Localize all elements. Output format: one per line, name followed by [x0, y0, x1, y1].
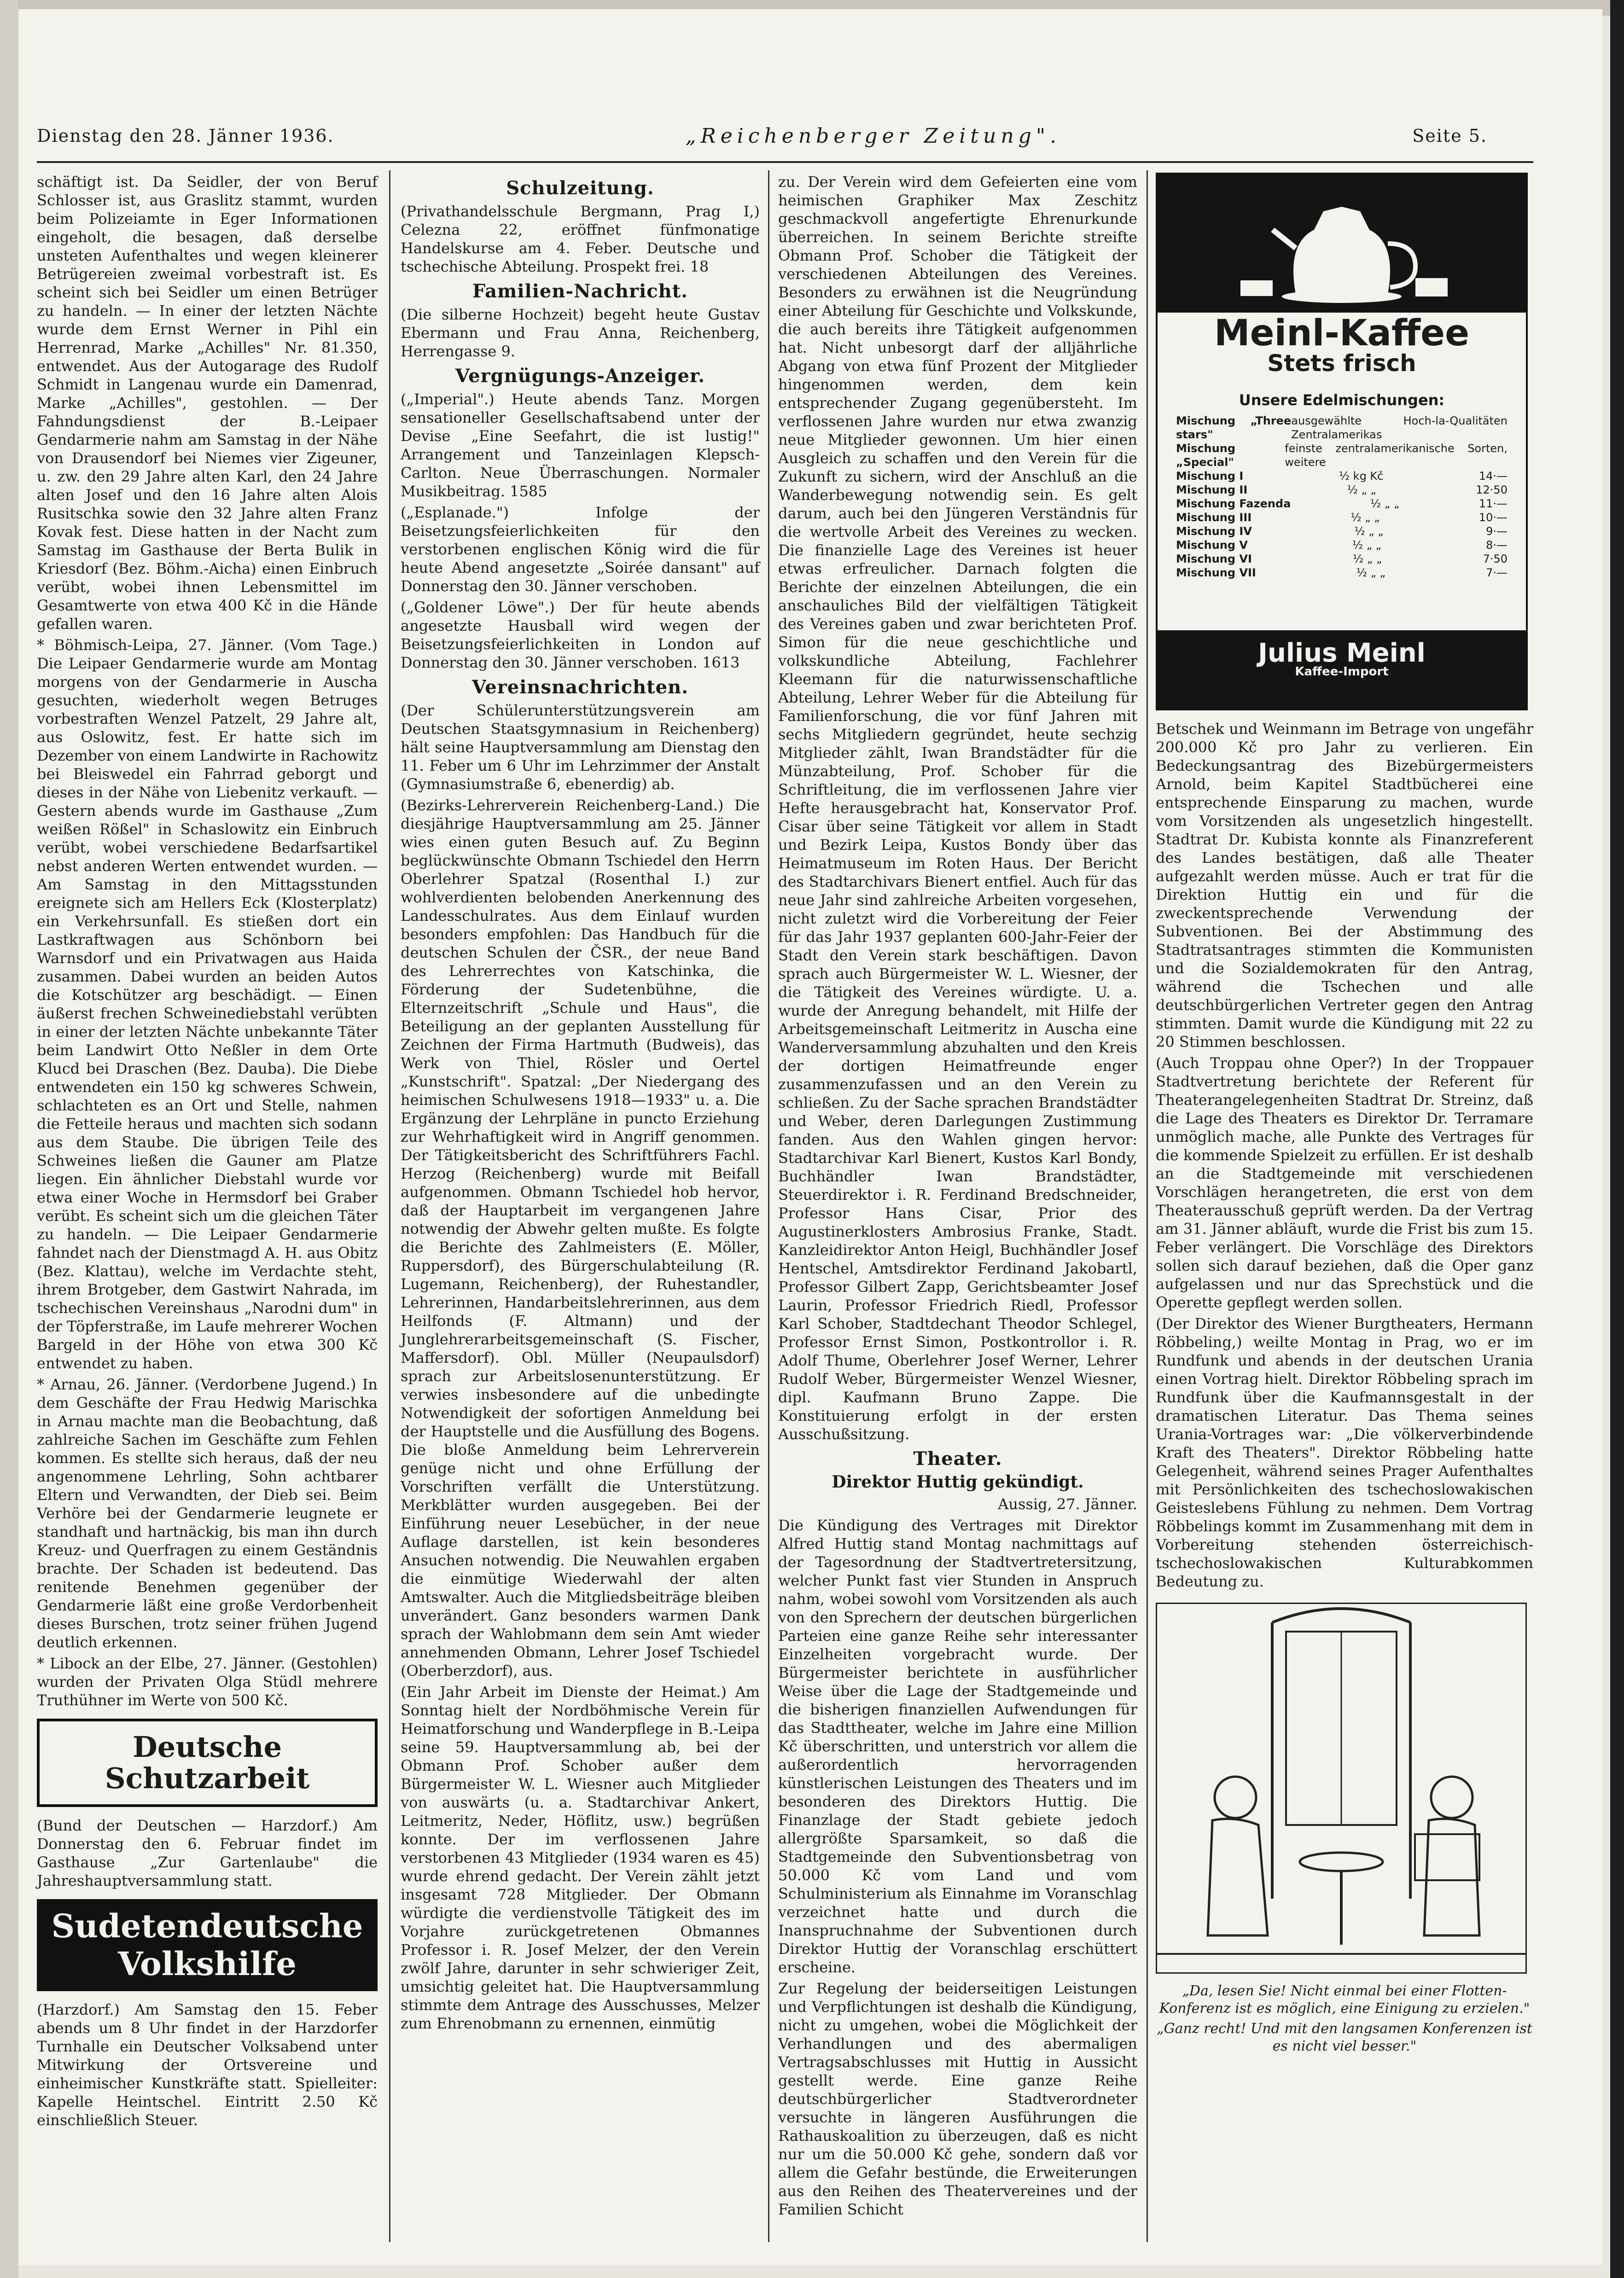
article-text: * Libock an der Elbe, 27. Jänner. (Gestohlen) wurden der Privaten Olga Stüdl mehrere Truthühner im Werte von 500 Kč.: [37, 1655, 378, 1709]
price-row: Mischung VI ½ „ „ 7·50: [1176, 552, 1508, 565]
ad-company-sub: Kaffee-Import: [1295, 665, 1389, 679]
article-headline: Direktor Huttig gekündigt.: [832, 1472, 1084, 1492]
price-row: Mischung V ½ „ „ 8·—: [1176, 539, 1508, 552]
article-text: (Privathandelsschule Bergmann, Prag I,) Celezna 22, eröffnet fünfmonatige Handelskurse am 4. Feber. Deutsche und tschechische Abteilung. Prospekt frei. 18: [401, 203, 760, 275]
article-text: schäftigt ist. Da Seidler, der von Beruf Schlosser ist, aus Graslitz stammt, wurden beim Polizeiamte in Eger Informationen eingeholt, die besagen, daß derselbe unsteten Aufenthaltes und wegen kleinerer Betrügereien zweimal vorbestraft ist. Es scheint sich bei Seidler um einen Betrüger zu handeln. — In einer der letzten Nächte wurde dem Ernst Werner in Pihl ein Herrenrad, Marke „Achilles" Nr. 81.350, entwendet. Aus der Autogarage des Rudolf Schmidt in Langenau wurde ein Damenrad, Marke „Achilles", gestohlen. — Der Fahndungsdienst der B.-Leipaer Gendarmerie nahm am Samstag in der Nähe von Drausendorf bei Niemes vier Zigeuner, u. zw. den 29 Jahre alten Karl, den 24 Jahre alten Josef und den 16 Jahre alten Alois Rusitschka sowie den 32 Jahre alten Franz Kovak fest. Diese hatten in der Nacht zum Samstag im Gasthause der Berta Bulik in Kriesdorf (Bez. Böhm.-Aicha) einen Einbruch verübt, wobei ihnen Lebensmittel im Gesamtwerte von etwa 400 Kč in die Hände gefallen waren.: [37, 173, 378, 633]
cartoon-illustration: [1156, 1603, 1527, 1974]
ad-price-list: [1176, 414, 1508, 580]
column-divider: [389, 170, 390, 2242]
scan-edge-right: [1610, 0, 1624, 2278]
price-row: Mischung IV ½ „ „ 9·—: [1176, 525, 1508, 538]
column-2: [401, 173, 760, 2035]
ad-footer: [1158, 630, 1526, 709]
article-text: Zur Regelung der beiderseitigen Leistungen und Verpflichtungen ist deshalb die Kündigung, nicht zu umgehen, wobei die Möglichkeit der Verhandlungen und des abermaligen Vertragsabschlusses mit Huttig in Aussicht gestellt werde. Eine ganze Reihe deutschbürgerlicher Stadtverordneter versuchte in längeren Ausführungen die Rathauskoalition zu überzeugen, daß es nicht nur um die 50.000 Kč gehe, sondern daß vor allem die Gefahr bestünde, die Erweiterungen aus den Reihen des Theatervereines und der Familien Schicht: [778, 1980, 1137, 2218]
price-row: Mischung III ½ „ „ 10·—: [1176, 511, 1508, 524]
price-row: Mischung VII ½ „ „ 7·—: [1176, 566, 1508, 579]
article-text: * Böhmisch-Leipa, 27. Jänner. (Vom Tage.) Die Leipaer Gendarmerie wurde am Montag morgens von der Gendarmerie in Auscha gesuchten, wiederholt wegen Betruges vorbestraften Wenzel Patzelt, 29 Jahre alt, aus Oslowitz, fest. Er hatte sich im Dezember von einem Landwirte in Rachowitz bei Bleiswedel ein Fahrrad geborgt und dieses in der Nähe von Liebenitz verkauft. — Gestern abends wurde im Gasthause „Zum weißen Rößel" in Schaslowitz ein Einbruch verübt, wobei verschiedene Bedarfsartikel nebst anderen Werten entwendet wurden. — Am Samstag in den Mittagsstunden ereignete sich am Hellers Eck (Klosterplatz) ein Verkehrsunfall. Es stießen dort ein Lastkraftwagen aus Schönborn bei Warnsdorf und ein Privatwagen aus Haida zusammen. Dabei wurden an beiden Autos die Kotschützer arg beschädigt. — Einen äußerst frechen Schweinediebstahl verübten in einer der letzten Nächte unbekannte Täter beim Landwirt Otto Neßler in dem Orte Klucd bei Draschen (Bez. Dauba). Die Diebe entwendeten ein 150 kg schweres Schwein, schlachteten es an Ort und Stelle, nahmen die Fetteile heraus und machten sich sodann aus dem Staube. Die übrigen Teile des Schweines ließen die Gauner am Platze liegen. Ein ähnlicher Diebstahl wurde vor etwa einer Woche in Hermsdorf bei Graber verübt. Es scheint sich um die gleichen Täter zu handeln. — Die Leipaer Gendarmerie fahndet nach der Dienstmagd A. H. aus Obitz (Bez. Klattau), welche im Verdachte steht, ihrem Brotgeber, dem Gastwirt Nahrada, im tschechischen Vereinshaus „Narodni dum" in der Töpferstraße, im Laufe mehrerer Wochen Bargeld in der Höhe von etwa 300 Kč entwendet zu haben.: [37, 636, 378, 1372]
article-text: (Bund der Deutschen — Harzdorf.) Am Donnerstag den 6. Februar findet im Gasthause „Zur Gartenlaube" die Jahreshauptversammlung statt.: [37, 1817, 378, 1889]
meinl-coffee-ad: [1156, 173, 1528, 710]
coffee-pot-icon: [1158, 174, 1526, 313]
dateline: Aussig, 27. Jänner.: [998, 1495, 1137, 1513]
article-text: (Bezirks-Lehrerverein Reichenberg-Land.) Die diesjährige Hauptversammlung am 25. Jänner wies einen guten Besuch auf. Zu Beginn beglückwünschte Obmann Tschiedel den Herrn Oberlehrer Spatzal (Rosenthal I.) zur wohlverdienten belobenden Anerkennung des Landesschulrates. Aus dem Einlauf wurden besonders empfohlen: Das Handbuch für die deutschen Schulen der ČSR., der neue Band des Lehrerrechtes von Katschinka, die Förderung der Sudetenbühne, die Elternzeitschrift „Schule und Haus", die Beteiligung an der geplanten Ausstellung für Zeichnen der Firma Hartmuth (Budweis), das Werk von Thiel, Rösler und Oertel „Kunstschrift". Spatzal: „Der Niedergang des heimischen Schulwesens 1918—1933" u. a. Die Ergänzung der Lehrpläne in puncto Erziehung zur Wehrhaftigkeit wird in Angriff genommen. Der Tätigkeitsbericht des Schriftführers Fachl. Herzog (Reichenberg) wurde mit Beifall aufgenommen. Obmann Tschiedel hob hervor, daß der Hauptarbeit im vergangenen Jahre notwendig der Abwehr gelten mußte. Es folgte die Berichte des Zahlmeisters (E. Möller, Ruppersdorf), des Bürgerschulabteilung (R. Lugemann, Reichenberg), der Ruhestandler, Lehrerinnen, Handarbeitslehrerinnen, aus dem Heilfonds (F. Altmann) und der Junglehrerarbeitsgemeinschaft (S. Fischer, Maffersdorf). Obl. Müller (Neupaulsdorf) sprach zur Arbeitslosenunterstützung. Er verwies insbesondere auf die unbedingte Notwendigkeit der sofortigen Anmeldung bei der Hauptstelle und die Ausfüllung des Bogens. Die bloße Anmeldung beim Lehrerverein genüge nicht und ohne Erfüllung der Vorschriften verfällt die Unterstützung. Merkblätter wurden ausgegeben. Bei der Einführung neuer Lesebücher, in der neue Auflage darstellen, ist kein besonderes Ansuchen notwendig. Die Neuwahlen ergaben die einmütige Wiederwahl der alten Amtswalter. Auch die Mitgliedsbeiträge bleiben unverändert. Ganz besonders warmen Dank sprach der Wahlobmann dem sein Amt wieder annehmenden Obmann, Lehrer Josef Tschiedel (Oberberzdorf), aus.: [401, 796, 760, 1679]
price-row: Mischung „Special" feinste zentralamerikanische Sorten, weitere: [1176, 442, 1508, 469]
column-3: [778, 173, 1137, 2221]
article-text: (Ein Jahr Arbeit im Dienste der Heimat.) Am Sonntag hielt der Nordböhmische Verein für Heimatforschung und Wanderpflege in B.-Leipa seine 59. Hauptversammlung ab, bei der Obmann Prof. Schober außer dem Bürgermeister W. L. Wiesner auch Mitglieder von auswärts (u. a. Stadtarchivar Ankert, Leitmeritz, Neder, Höflitz, usw.) begrüßen konnte. Der im verflossenen Jahre verstorbenen 43 Mitglieder (1934 waren es 45) wurde ehrend gedacht. Der Verein zählt jetzt insgesamt 728 Mitglieder. Der Obmann würdigte die verdienstvolle Tätigkeit des im Vorjahre zurückgetretenen Obmannes Professor i. R. Josef Melzer, der den Verein zwölf Jahre, darunter in sehr schwieriger Zeit, umsichtig geleitet hat. Die Hauptversammlung stimmte dem Antrage des Ausschusses, Melzer zum Ehrenobmann zu ernennen, einmütig: [401, 1683, 760, 2032]
ad-illustration: [1158, 174, 1526, 313]
section-heading: Familien-Nachricht.: [472, 280, 688, 302]
header-date: Dienstag den 28. Jänner 1936.: [37, 126, 334, 146]
article-text: Betschek und Weinmann im Betrage von ungefähr 200.000 Kč pro Jahr zu verlieren. Ein Bedeckungsantrag des Bizebürgermeisters Arnold, beim Kapitel Stadtbücherei eine entsprechende Einsparung zu machen, wurde vom Vorsitzenden als ungesetzlich hingestellt. Stadtrat Dr. Kubista konnte als Finanzreferent des Landes bestätigen, daß alle Theater aufgezahlt werden müsse. Auch er trat für die Direktion Huttig ein und für die zweckentsprechende Verwendung der Subventionen. Bei der Abstimmung des Stadtratsantrages stimmten die Kommunisten und die Sozialdemokraten für den Antrag, während die Tschechen und alle deutschbürgerlichen Vertreter gegen den Antrag stimmten. Damit wurde die Kündigung mit 22 zu 20 Stimmen beschlossen.: [1156, 720, 1533, 1051]
header-rule: [37, 161, 1533, 163]
ad-deutsche-schutzarbeit: Deutsche Schutzarbeit: [37, 1719, 378, 1807]
price-row: Mischung „Three stars" ausgewählte Hoch-la-Qualitäten Zentralamerikas: [1176, 414, 1508, 441]
newspaper-title: „Reichenberger Zeitung".: [685, 124, 1061, 148]
ad-volkshilfe: [37, 1899, 378, 1991]
article-text: * Arnau, 26. Jänner. (Verdorbene Jugend.) In dem Geschäfte der Frau Hedwig Marischka in Arnau machte man die Beobachtung, daß zahlreiche Sachen im Geschäfte zum Fehlen kommen. Es stellte sich heraus, daß der neu angenommene Lehrling, Sohn achtbarer Eltern und Verwandten, der Dieb sei. Beim Verhöre bei der Gendarmerie leugnete er standhaft und hartnäckig, bis man ihn durch Kreuz- und Querfragen zu einem Geständnis brachte. Der Schaden ist bedeutend. Das renitende Benehmen gegenüber der Gendarmerie läßt eine große Verdorbenheit dieses Burschen, trotz seiner frühen Jugend deutlich erkennen.: [37, 1376, 378, 1651]
article-text: (Der Schülerunterstützungsverein am Deutschen Staatsgymnasium in Reichenberg) hält seine Hauptversammlung am Dienstag den 11. Feber um 6 Uhr im Lehrzimmer der Anstalt (Gymnasiumstraße 6, ebenerdig) ab.: [401, 702, 760, 793]
article-text: zu. Der Verein wird dem Gefeierten eine vom heimischen Graphiker Max Zeschitz geschmackvoll angefertigte Ehrenurkunde überreichen. In seinem Berichte streifte Obmann Prof. Schober die Tätigkeit der verschiedenen Abteilungen des Vereines. Besonders zu erwähnen ist die Neugründung einer Abteilung für Geschichte und Volkskunde, die auch bereits ihre Tätigkeit aufgenommen hat. Nicht unbesorgt darf der alljährliche Abgang von etwa fünf Prozent der Mitglieder hingenommen werden, dem kein entsprechender Zugang gegenübersteht. Im verflossenen Jahre wurden nur etwa zwanzig neue Mitglieder gewonnen. Um hier einen Ausgleich zu schaffen und den Verein für die Zukunft zu sichern, wird der Anschluß an die Wanderbewegung notwendig sein. Es gelt darum, auch bei den Jüngeren Verständnis für die wertvolle Arbeit des Vereines zu wecken. Die finanzielle Lage des Vereines ist heuer etwas erfreulicher. Darnach folgten die Berichte der einzelnen Abteilungen, die ein anschauliches Bild der vielfältigen Tätigkeit des Vereines gaben und zwar berichteten Prof. Simon für die neue geschichtliche und volkskundliche Abteilung, Fachlehrer Kleemann für die naturwissenschaftliche Abteilung, Lehrer Weber für die Abteilung für Familienforschung, die vor fünf Jahren mit sechs Mitgliedern gegründet, heute sechzig Mitglieder zählt, Iwan Brandstädter für die Münzabteilung, Prof. Schober für die Schriftleitung, die im verflossenen Jahre vier Hefte herausgebracht hat, Konservator Prof. Cisar über seine Tätigkeit vor allem in Stadt und Bezirk Leipa, Kustos Bondy über das Heimatmuseum im Roten Haus. Der Bericht des Stadtarchivars Bienert entfiel. Auch für das neue Jahr sind zahlreiche Arbeiten vorgesehen, nicht zuletzt wird die Vorbereitung der Feier für das Jahr 1937 geplanten 600-Jahr-Feier der Stadt den Verein stark beschäftigen. Davon sprach auch Bürgermeister W. L. Wiesner, der die Tätigkeit des Vereines würdigte. U. a. wurde der Anregung behandelt, mit Hilfe der Arbeitsgemeinschaft Leitmeritz in Auscha eine Wanderversammlung abzuhalten und den Kreis der dortigen Heimatfreunde enger zusammenzufassen und an den Verein zu schließen. Zu der Sache sprachen Brandstädter und Weber, deren Darlegungen Zustimmung fanden. Aus den Wahlen gingen hervor: Stadtarchivar Karl Bienert, Kustos Karl Bondy, Buchhändler Iwan Brandstädter, Steuerdirektor i. R. Ferdinand Bredschneider, Professor Hans Cisar, Prior des Augustinerklosters Ambrosius Franke, Stadt. Kanzleidirektor Anton Heigl, Buchhändler Josef Hentschel, Amtsdirektor Ferdinand Jakobartl, Professor Gilbert Zapp, Gerichtsbeamter Josef Laurin, Professor Friedrich Riedl, Professor Karl Schober, Stadtdechant Theodor Schlegel, Professor Ernst Simon, Postkontrollor i. R. Adolf Thume, Oberlehrer Josef Werner, Lehrer Rudolf Weber, Bürgermeister Wenzel Wiesner, dipl. Kaufmann Bruno Zappe. Die Konstituierung erfolgt in der ersten Ausschußsitzung.: [778, 173, 1137, 1443]
cartoon-caption: „Da, lesen Sie! Nicht einmal bei einer Flotten-Konferenz ist es möglich, eine Einigung zu erzielen.": [1159, 1983, 1530, 2016]
ad-company: Julius Meinl: [1258, 638, 1426, 668]
column-1: [37, 173, 378, 2132]
column-4: [1156, 173, 1533, 2058]
column-divider: [768, 170, 769, 2242]
article-text: Die Kündigung des Vertrages mit Direktor Alfred Huttig stand Montag nachmittags auf der Tagesordnung der Stadtvertretersitzung, welcher Punkt fast vier Stunden in Anspruch nahm, wobei sowohl vom Vorsitzenden als auch von den Sprechern der deutschen bürgerlichen Parteien eine ganze Reihe sehr interessanter Einzelheiten vorgebracht wurde. Der Bürgermeister berichtete in ausführlicher Weise über die Lage der Stadtgemeinde und die bisherigen finanziellen Aufwendungen für das Stadttheater, welche im Jahre eine Million Kč überschritten, und unterstrich vor allem die außerordentlich hervorragenden künstlerischen Leistungen des Theaters und im besonderen des Direktors Huttig. Die Finanzlage der Stadt gebiete jedoch allergrößte Sparsamkeit, so daß die Stadtgemeinde den Subventionsbetrag von 50.000 Kč vom Land und vom Schulministerium als Einnahme im Voranschlag verzeichnet hatte und durch die Inanspruchnahme der Subventionen durch Direktor Huttig der Voranschlag erschüttert erscheine.: [778, 1517, 1137, 1976]
scan-edge-left: [0, 0, 18, 2278]
price-row: Mischung I ½ kg Kč 14·—: [1176, 470, 1508, 482]
article-text: (Harzdorf.) Am Samstag den 15. Feber abends um 8 Uhr findet in der Harzdorfer Turnhalle ein Deutscher Volksabend unter Mitwirkung der Ortsvereine und einheimischer Kunstkräfte statt. Spielleiter: Kapelle Heintschel. Eintritt 2.50 Kč einschließlich Steuer.: [37, 2001, 378, 2129]
page-number: Seite 5.: [1412, 126, 1487, 146]
ad-volkshilfe-line1: Sudetendeutsche: [51, 1907, 363, 1945]
ad-volkshilfe-line2: Volkshilfe: [118, 1945, 297, 1983]
section-heading: Schulzeitung.: [506, 177, 654, 199]
cartoon-caption: „Ganz recht! Und mit den langsamen Konferenzen ist es nicht viel besser.": [1157, 2021, 1532, 2054]
page-header: [37, 115, 1487, 157]
section-heading: Vergnügungs-Anzeiger.: [455, 365, 705, 387]
article-text: („Goldener Löwe".) Der für heute abends angesetzte Hausball wird wegen der Beisetzungsfeierlichkeiten in London auf Donnerstag den 30. Jänner verschoben. 1613: [401, 599, 760, 671]
article-text: („Esplanade.") Infolge der Beisetzungsfeierlichkeiten für den verstorbenen englischen König wird die für heute Abend angesetzte „Soirée dansant" auf Donnerstag den 30. Jänner verschoben.: [401, 504, 760, 595]
ad-brand: Meinl-Kaffee: [1214, 313, 1469, 354]
ad-subheading: Unsere Edelmischungen:: [1239, 391, 1445, 409]
ad-slogan: Stets frisch: [1267, 350, 1416, 377]
article-text: (Die silberne Hochzeit) begeht heute Gustav Ebermann und Frau Anna, Reichenberg, Herrengasse 9.: [401, 306, 760, 360]
price-row: Mischung II ½ „ „ 12·50: [1176, 483, 1508, 496]
section-heading: Theater.: [913, 1448, 1002, 1470]
column-divider: [1147, 170, 1148, 2242]
article-text: („Imperial".) Heute abends Tanz. Morgen sensationeller Gesellschaftsabend unter der Devise „Eine Seefahrt, die ist lustig!" Arrangement und Tanzeinlagen Klepsch-Carlton. Neue Überraschungen. Normaler Musikbeitrag. 1585: [401, 390, 760, 500]
article-text: (Auch Troppau ohne Oper?) In der Troppauer Stadtvertretung berichtete der Referent für Theaterangelegenheiten Stadtrat Dr. Streinz, daß die Lage des Theaters es Direktor Dr. Terramare unmöglich mache, alle Punkte des Vertrages für die kommende Spielzeit zu erfüllen. Er ist deshalb an die Stadtgemeinde mit verschiedenen Vorschlägen herangetreten, die erst von dem Theaterausschuß geprüft werden. Da der Vertrag am 31. Jänner abläuft, wurde die Frist bis zum 15. Feber verlängert. Die Vorschläge des Direktors sollen sich darauf beziehen, daß die Oper ganz aufgelassen und nur das Sprechstück und die Operette gepflegt werden sollen.: [1156, 1054, 1533, 1311]
section-heading: Vereinsnachrichten.: [471, 676, 689, 698]
price-row: Mischung Fazenda ½ „ „ 11·—: [1176, 497, 1508, 510]
article-text: (Der Direktor des Wiener Burgtheaters, Hermann Röbbeling,) weilte Montag in Prag, wo er im Rundfunk und abends in der deutschen Urania einen Vortrag hielt. Direktor Röbbeling sprach im Rundfunk über die Kaufmannsgestalt in der dramatischen Literatur. Das Thema seines Urania-Vortrages war: „Die völkerverbindende Kraft des Theaters". Direktor Röbbeling hatte Gelegenheit, während seines Prager Aufenthaltes mit Persönlichkeiten des tschechoslowakischen Geisteslebens Fühlung zu nehmen. Dem Vortrag Röbbelings kommt im Zusammenhang mit dem in Vorbereitung stehenden österreichisch-tschechoslowakischen Kulturabkommen Bedeutung zu.: [1156, 1315, 1533, 1590]
